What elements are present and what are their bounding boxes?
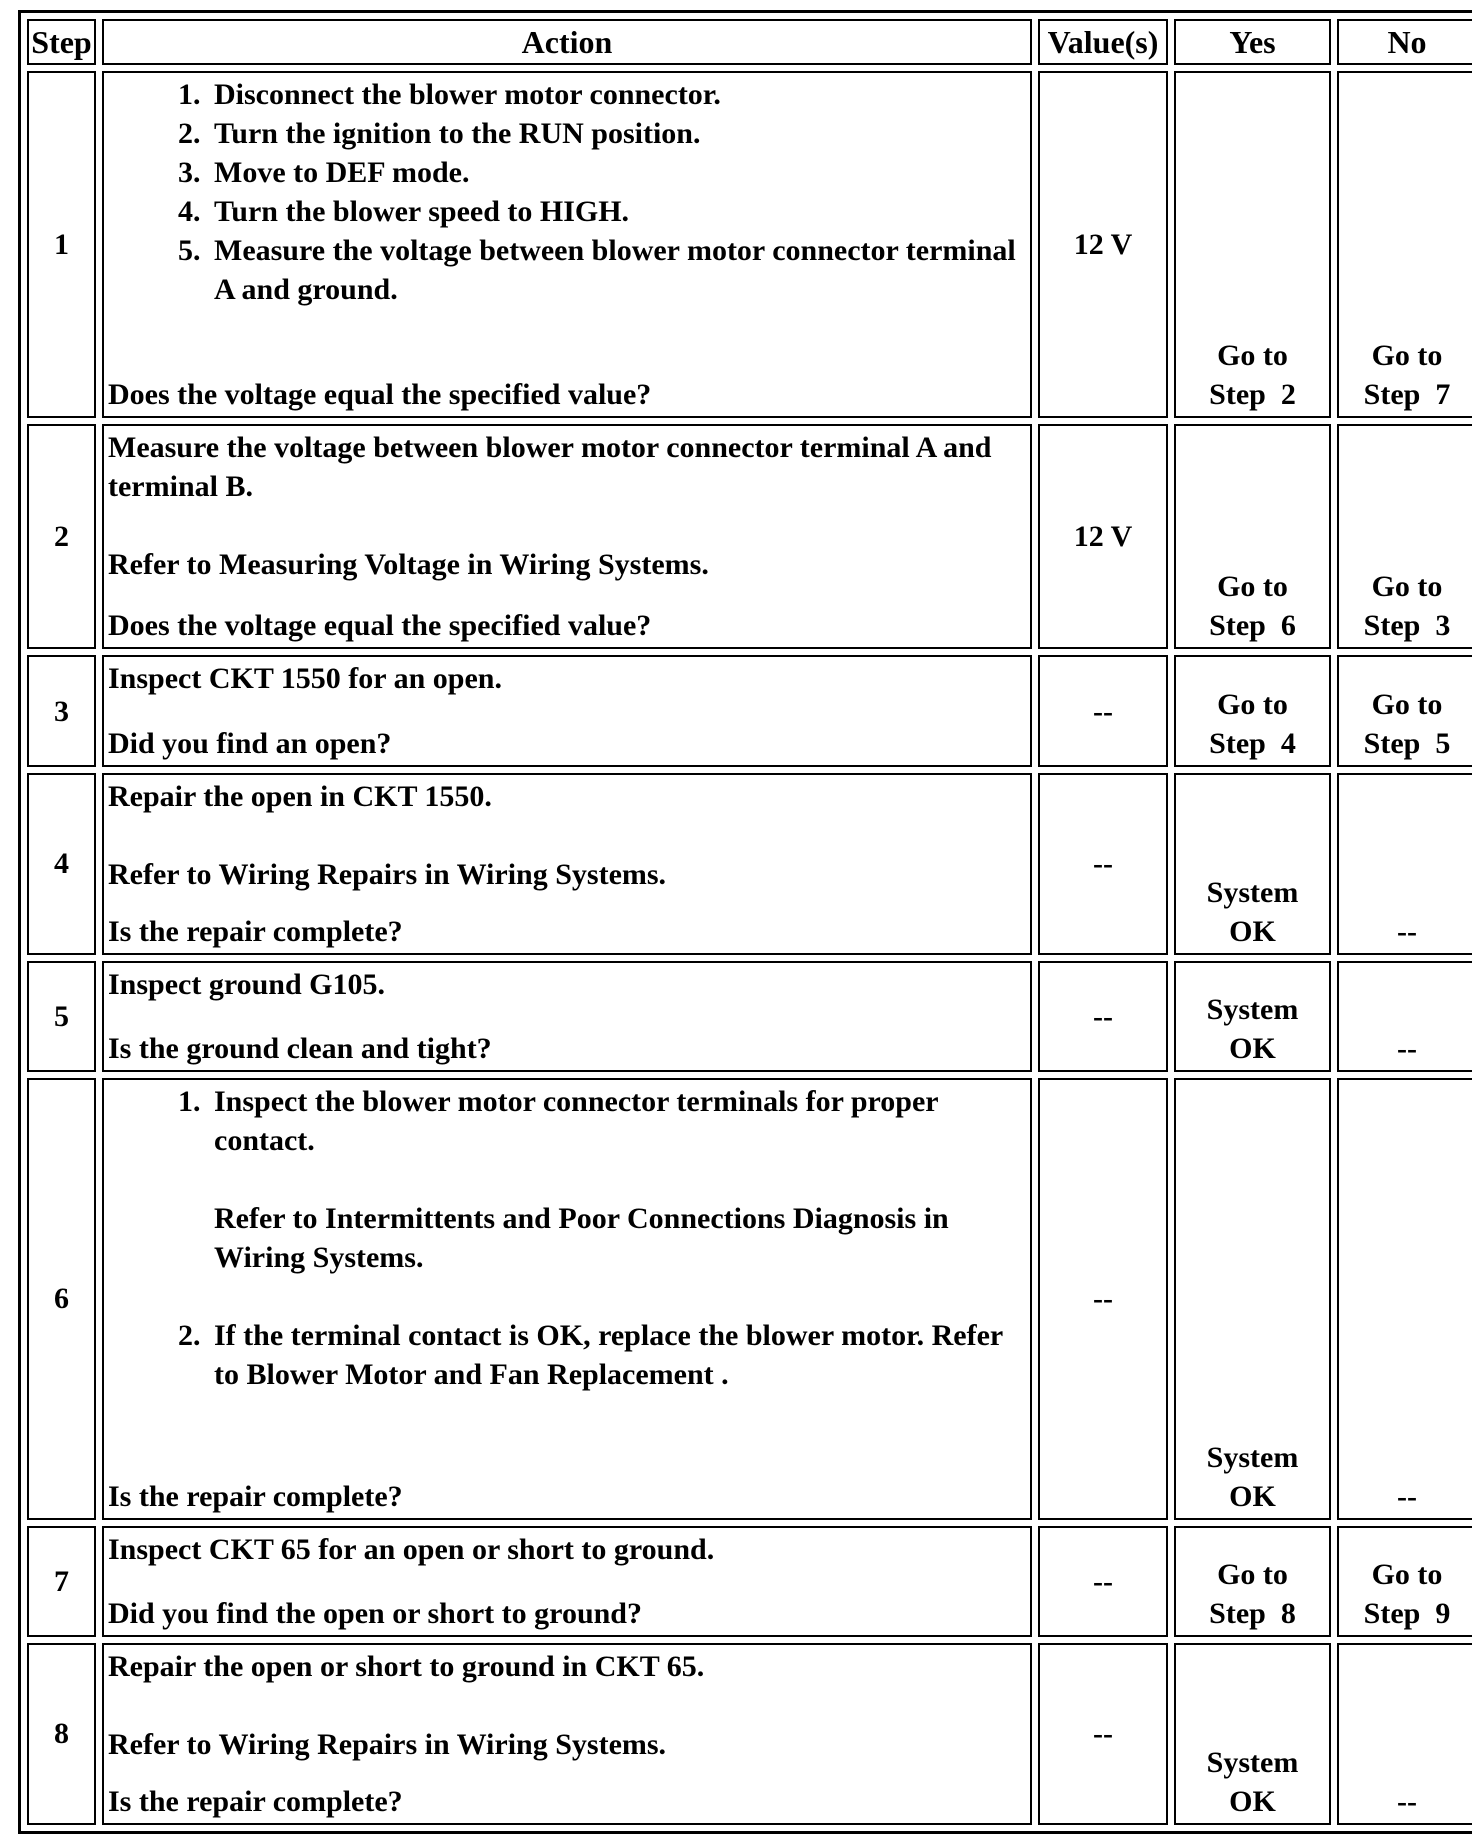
action-text: Repair the open in CKT 1550.	[108, 779, 492, 813]
no-cell	[1337, 1526, 1472, 1637]
action-cell	[102, 655, 1032, 766]
value-cell: --	[1038, 1526, 1168, 1637]
table-row	[27, 424, 1472, 650]
question-text: Did you find the open or short to ground?	[108, 1596, 642, 1630]
yes-line: OK	[1229, 1479, 1276, 1513]
no-line: Go to	[1371, 1557, 1443, 1591]
step-number: 3	[27, 655, 96, 766]
action-text: Measure the voltage between blower motor connector terminal A and terminal B.	[108, 430, 992, 503]
table-row	[27, 961, 1472, 1072]
yes-line: OK	[1229, 914, 1276, 948]
no-cell	[1337, 655, 1472, 766]
table-row	[27, 71, 1472, 418]
yes-line: Step 6	[1209, 609, 1296, 643]
header-step: Step	[27, 19, 96, 65]
no-line: Go to	[1371, 687, 1443, 721]
question-text: Did you find an open?	[108, 726, 392, 760]
header-row	[27, 19, 1472, 65]
yes-cell	[1174, 961, 1331, 1072]
table-row	[27, 773, 1472, 955]
table-row	[27, 655, 1472, 766]
question-text: Is the repair complete?	[108, 1785, 403, 1818]
action-text: Inspect ground G105.	[108, 967, 386, 1001]
list-item	[208, 1082, 1026, 1316]
no-line: --	[1397, 1479, 1417, 1513]
question-text: Is the repair complete?	[108, 1479, 403, 1513]
reference-text: Refer to Intermittents and Poor Connections Diagnosis in Wiring Systems.	[214, 1202, 949, 1274]
list-item: 2. Turn the ignition to the RUN position.	[208, 114, 1026, 153]
yes-line: System	[1206, 875, 1299, 909]
no-cell	[1337, 773, 1472, 955]
step-number: 7	[27, 1526, 96, 1637]
list-item: 3. Move to DEF mode.	[208, 153, 1026, 192]
yes-cell	[1174, 773, 1331, 955]
yes-cell	[1174, 424, 1331, 650]
no-cell	[1337, 1078, 1472, 1520]
header-yes: Yes	[1174, 19, 1331, 65]
step-number: 2	[27, 424, 96, 650]
no-cell	[1337, 71, 1472, 418]
yes-line: Step 2	[1209, 377, 1296, 411]
yes-cell	[1174, 1526, 1331, 1637]
no-line: Go to	[1371, 338, 1443, 372]
no-line: Go to	[1371, 570, 1443, 604]
yes-cell	[1174, 1643, 1331, 1825]
action-text: Inspect CKT 1550 for an open.	[108, 662, 502, 696]
action-cell	[102, 71, 1032, 418]
value-cell: --	[1038, 773, 1168, 955]
value-cell: --	[1038, 961, 1168, 1072]
action-text: Inspect CKT 65 for an open or short to ground.	[108, 1532, 715, 1566]
table-row	[27, 1643, 1472, 1825]
action-cell	[102, 773, 1032, 955]
diagnostic-table	[18, 10, 1472, 1834]
header-no: No	[1337, 19, 1472, 65]
header-action: Action	[102, 19, 1032, 65]
yes-line: Go to	[1217, 1557, 1288, 1591]
no-line: --	[1397, 1032, 1417, 1065]
step-number: 8	[27, 1643, 96, 1825]
action-cell	[102, 424, 1032, 650]
action-cell	[102, 1526, 1032, 1637]
yes-line: Go to	[1217, 338, 1288, 372]
value-cell: 12 V	[1038, 71, 1168, 418]
header-values: Value(s)	[1038, 19, 1168, 65]
no-cell	[1337, 424, 1472, 650]
value-cell: --	[1038, 1078, 1168, 1520]
reference-text: Refer to Wiring Repairs in Wiring Systems.	[108, 857, 667, 891]
yes-line: System	[1206, 1746, 1299, 1779]
yes-cell	[1174, 1078, 1331, 1520]
yes-cell	[1174, 655, 1331, 766]
list-item: 2. If the terminal contact is OK, replace the blower motor. Refer to Blower Motor and Fan Replacement .	[208, 1316, 1026, 1394]
no-line: Step 3	[1363, 609, 1451, 643]
action-cell	[102, 961, 1032, 1072]
no-line: Step 7	[1363, 377, 1451, 411]
list-item: 4. Turn the blower speed to HIGH.	[208, 192, 1026, 231]
yes-line: OK	[1229, 1785, 1276, 1818]
step-number: 5	[27, 961, 96, 1072]
table-row	[27, 1078, 1472, 1520]
no-line: --	[1397, 1785, 1417, 1818]
yes-line: OK	[1229, 1032, 1276, 1065]
step-number: 1	[27, 71, 96, 418]
yes-line: System	[1206, 993, 1299, 1026]
yes-line: Step 8	[1209, 1596, 1296, 1630]
yes-line: Go to	[1217, 687, 1288, 721]
table-row	[27, 1526, 1472, 1637]
yes-line: System	[1206, 1440, 1299, 1474]
action-cell	[102, 1643, 1032, 1825]
action-cell	[102, 1078, 1032, 1520]
no-line: --	[1397, 914, 1417, 948]
question-text: Does the voltage equal the specified value?	[108, 377, 652, 411]
no-line: Step 5	[1363, 726, 1451, 760]
value-cell: --	[1038, 655, 1168, 766]
no-cell	[1337, 961, 1472, 1072]
list-item: 1. Disconnect the blower motor connector.	[208, 75, 1026, 114]
question-text: Is the ground clean and tight?	[108, 1032, 492, 1065]
no-line: Step 9	[1363, 1596, 1451, 1630]
step-number: 6	[27, 1078, 96, 1520]
reference-text: Refer to Measuring Voltage in Wiring Systems.	[108, 547, 709, 581]
list-item-text: Inspect the blower motor connector terminals for proper contact.	[214, 1085, 939, 1157]
yes-line: Step 4	[1209, 726, 1296, 760]
question-text: Does the voltage equal the specified value?	[108, 609, 652, 643]
yes-cell	[1174, 71, 1331, 418]
action-text: Repair the open or short to ground in CKT 65.	[108, 1649, 705, 1683]
value-cell: 12 V	[1038, 424, 1168, 650]
list-item: 5. Measure the voltage between blower motor connector terminal A and ground.	[208, 231, 1026, 309]
question-text: Is the repair complete?	[108, 914, 403, 948]
value-cell: --	[1038, 1643, 1168, 1825]
no-cell	[1337, 1643, 1472, 1825]
step-number: 4	[27, 773, 96, 955]
yes-line: Go to	[1217, 570, 1288, 604]
reference-text: Refer to Wiring Repairs in Wiring Systems.	[108, 1727, 667, 1761]
